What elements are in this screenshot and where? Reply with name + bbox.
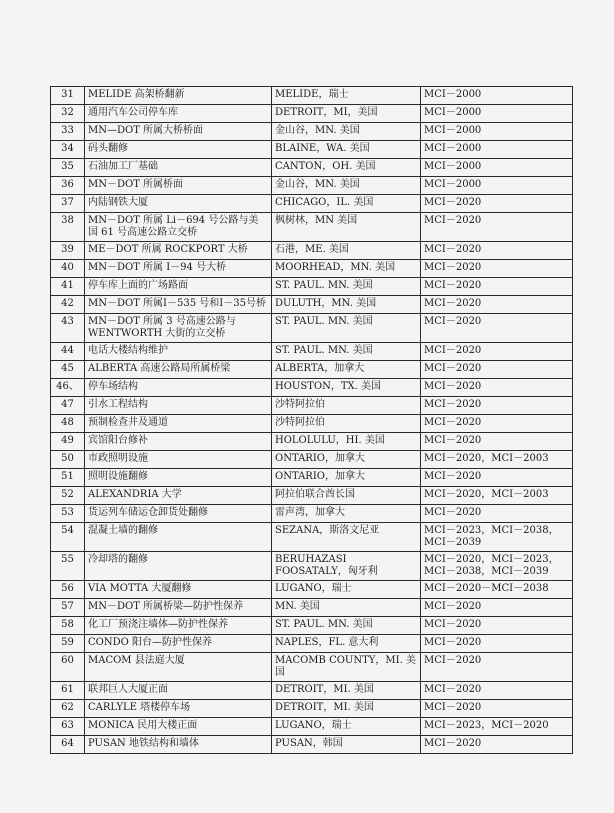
project-name: ALBERTA 高速公路局所属桥梁 <box>85 361 272 379</box>
row-number: 58 <box>51 617 85 635</box>
row-number: 51 <box>51 469 85 487</box>
table-row <box>51 159 573 177</box>
row-number: 57 <box>51 599 85 617</box>
row-number: 60 <box>51 653 85 682</box>
project-name: ALEXANDRIA 大学 <box>85 487 272 505</box>
product-list: MCI－2020 <box>421 379 573 397</box>
project-name: 货运列车储运仓卸货处翻修 <box>85 505 272 523</box>
table-row <box>51 635 573 653</box>
project-name: 联邦巨人大厦正面 <box>85 682 272 700</box>
table-row <box>51 343 573 361</box>
project-name: MN－DOT 所属桥梁—防护性保养 <box>85 599 272 617</box>
project-location: DETROIT，MI. 美国 <box>272 700 421 718</box>
project-name: CONDO 阳台—防护性保养 <box>85 635 272 653</box>
project-name: MN－DOT 所属 3 号高速公路与 WENTWORTH 大街的立交桥 <box>85 314 272 343</box>
project-location: 石港，ME. 美国 <box>272 242 421 260</box>
row-number: 48 <box>51 415 85 433</box>
product-list: MCI－2020 <box>421 195 573 213</box>
project-location: ONTARIO，加拿大 <box>272 451 421 469</box>
project-name: MONICA 民用大楼正面 <box>85 718 272 736</box>
table-row <box>51 278 573 296</box>
project-name: MACOM 县法庭大厦 <box>85 653 272 682</box>
product-list: MCI－2020 <box>421 314 573 343</box>
table-row <box>51 718 573 736</box>
row-number: 39 <box>51 242 85 260</box>
product-list: MCI－2020 <box>421 635 573 653</box>
row-number: 44 <box>51 343 85 361</box>
product-list: MCI－2020 <box>421 242 573 260</box>
table-row <box>51 581 573 599</box>
product-list: MCI－2020－MCI－2038 <box>421 581 573 599</box>
row-number: 49 <box>51 433 85 451</box>
project-location: NAPLES，FL. 意大利 <box>272 635 421 653</box>
project-name: 宾馆阳台修补 <box>85 433 272 451</box>
project-reference-table <box>50 86 573 754</box>
table-row <box>51 397 573 415</box>
product-list: MCI－2000 <box>421 87 573 105</box>
project-location: MELIDE，瑞士 <box>272 87 421 105</box>
project-name: MN－DOT 所属 I－94 号大桥 <box>85 260 272 278</box>
project-location: CANTON，OH. 美国 <box>272 159 421 177</box>
project-name: MN—DOT 所属大桥桥面 <box>85 123 272 141</box>
product-list: MCI－2020，MCI－2003 <box>421 451 573 469</box>
project-location: LUGANO，瑞士 <box>272 581 421 599</box>
project-name: MN－DOT 所属 Li－694 号公路与美国 61 号高速公路立交桥 <box>85 213 272 242</box>
table-row <box>51 105 573 123</box>
product-list: MCI－2020 <box>421 260 573 278</box>
table-row <box>51 213 573 242</box>
product-list: MCI－2020，MCI－2023，MCI－2038，MCI－2039 <box>421 552 573 581</box>
product-list: MCI－2020 <box>421 682 573 700</box>
project-location: DETROIT，MI，美国 <box>272 105 421 123</box>
table-row <box>51 87 573 105</box>
table-row <box>51 296 573 314</box>
table-row <box>51 260 573 278</box>
table-row <box>51 195 573 213</box>
project-location: ST. PAUL. MN. 美国 <box>272 617 421 635</box>
project-location: 阿拉伯联合酋长国 <box>272 487 421 505</box>
row-number: 34 <box>51 141 85 159</box>
row-number: 55 <box>51 552 85 581</box>
project-location: 金山谷，MN. 美国 <box>272 123 421 141</box>
project-name: MN－DOT 所属桥面 <box>85 177 272 195</box>
row-number: 53 <box>51 505 85 523</box>
product-list: MCI－2020 <box>421 700 573 718</box>
project-location: ST. PAUL. MN. 美国 <box>272 278 421 296</box>
row-number: 35 <box>51 159 85 177</box>
table-row <box>51 523 573 552</box>
project-location: 沙特阿拉伯 <box>272 415 421 433</box>
table-row <box>51 123 573 141</box>
project-name: 内陆钢铁大厦 <box>85 195 272 213</box>
table-row <box>51 177 573 195</box>
table-row <box>51 314 573 343</box>
row-number: 45 <box>51 361 85 379</box>
project-name: 市政照明设施 <box>85 451 272 469</box>
row-number: 37 <box>51 195 85 213</box>
project-location: LUGANO，瑞士 <box>272 718 421 736</box>
project-name: 电话大楼结构维护 <box>85 343 272 361</box>
row-number: 59 <box>51 635 85 653</box>
table-row <box>51 379 573 397</box>
row-number: 42 <box>51 296 85 314</box>
project-location: 枫树林，MN 美国 <box>272 213 421 242</box>
table-body <box>51 87 573 754</box>
project-name: 停车场结构 <box>85 379 272 397</box>
product-list: MCI－2020 <box>421 599 573 617</box>
project-location: ALBERTA，加拿大 <box>272 361 421 379</box>
project-location: HOLOLULU，HI. 美国 <box>272 433 421 451</box>
project-location: HOUSTON，TX. 美国 <box>272 379 421 397</box>
project-name: 预制检查井及通道 <box>85 415 272 433</box>
row-number: 61 <box>51 682 85 700</box>
project-name: VIA MOTTA 大厦翻修 <box>85 581 272 599</box>
project-location: 沙特阿拉伯 <box>272 397 421 415</box>
table-row <box>51 361 573 379</box>
row-number: 46、 <box>51 379 85 397</box>
row-number: 52 <box>51 487 85 505</box>
product-list: MCI－2020，MCI－2003 <box>421 487 573 505</box>
product-list: MCI－2020 <box>421 736 573 754</box>
table-row <box>51 451 573 469</box>
row-number: 50 <box>51 451 85 469</box>
product-list: MCI－2020 <box>421 617 573 635</box>
project-name: 化工厂预浇注墙体—防护性保养 <box>85 617 272 635</box>
product-list: MCI－2020 <box>421 278 573 296</box>
row-number: 56 <box>51 581 85 599</box>
table-row <box>51 487 573 505</box>
product-list: MCI－2020 <box>421 361 573 379</box>
table-row <box>51 415 573 433</box>
table-row <box>51 242 573 260</box>
project-name: PUSAN 地铁结构和墙体 <box>85 736 272 754</box>
table-row <box>51 682 573 700</box>
table-row <box>51 552 573 581</box>
project-location: DULUTH，MN. 美国 <box>272 296 421 314</box>
row-number: 54 <box>51 523 85 552</box>
project-location: ST. PAUL. MN. 美国 <box>272 343 421 361</box>
project-location: PUSAN，韩国 <box>272 736 421 754</box>
table-row <box>51 653 573 682</box>
project-location: ONTARIO，加拿大 <box>272 469 421 487</box>
product-list: MCI－2000 <box>421 141 573 159</box>
table-row <box>51 736 573 754</box>
row-number: 41 <box>51 278 85 296</box>
project-location: 金山谷，MN. 美国 <box>272 177 421 195</box>
row-number: 33 <box>51 123 85 141</box>
table-row <box>51 700 573 718</box>
product-list: MCI－2020 <box>421 653 573 682</box>
table-row <box>51 141 573 159</box>
table-row <box>51 599 573 617</box>
product-list: MCI－2000 <box>421 177 573 195</box>
product-list: MCI－2000 <box>421 159 573 177</box>
row-number: 64 <box>51 736 85 754</box>
project-name: 石油加工厂基础 <box>85 159 272 177</box>
product-list: MCI－2020 <box>421 469 573 487</box>
project-name: CARLYLE 塔楼停车场 <box>85 700 272 718</box>
product-list: MCI－2020 <box>421 343 573 361</box>
row-number: 31 <box>51 87 85 105</box>
table-row <box>51 469 573 487</box>
row-number: 36 <box>51 177 85 195</box>
project-location: MACOMB COUNTY，MI. 美国 <box>272 653 421 682</box>
row-number: 43 <box>51 314 85 343</box>
project-location: BERUHAZASI FOOSATALY，匈牙利 <box>272 552 421 581</box>
row-number: 40 <box>51 260 85 278</box>
row-number: 62 <box>51 700 85 718</box>
project-name: 冷却塔的翻修 <box>85 552 272 581</box>
project-location: 雷声湾，加拿大 <box>272 505 421 523</box>
project-name: ME－DOT 所属 ROCKPORT 大桥 <box>85 242 272 260</box>
product-list: MCI－2020 <box>421 296 573 314</box>
product-list: MCI－2020 <box>421 213 573 242</box>
project-name: 混凝土墙的翻修 <box>85 523 272 552</box>
project-name: 通用汽车公司停车库 <box>85 105 272 123</box>
row-number: 32 <box>51 105 85 123</box>
product-list: MCI－2020 <box>421 415 573 433</box>
product-list: MCI－2023，MCI－2038，MCI－2039 <box>421 523 573 552</box>
project-location: DETROIT，MI. 美国 <box>272 682 421 700</box>
project-name: MN－DOT 所属I－535 号和I－35号桥 <box>85 296 272 314</box>
project-name: MELIDE 高架桥翻新 <box>85 87 272 105</box>
project-name: 引水工程结构 <box>85 397 272 415</box>
project-name: 照明设施翻修 <box>85 469 272 487</box>
table-row <box>51 617 573 635</box>
table-row <box>51 433 573 451</box>
project-name: 码头翻修 <box>85 141 272 159</box>
project-location: BLAINE，WA. 美国 <box>272 141 421 159</box>
row-number: 38 <box>51 213 85 242</box>
product-list: MCI－2020 <box>421 433 573 451</box>
row-number: 63 <box>51 718 85 736</box>
table-row <box>51 505 573 523</box>
product-list: MCI－2020 <box>421 505 573 523</box>
product-list: MCI－2000 <box>421 105 573 123</box>
product-list: MCI－2020 <box>421 397 573 415</box>
project-location: CHICAGO，IL. 美国 <box>272 195 421 213</box>
project-location: MOORHEAD，MN. 美国 <box>272 260 421 278</box>
project-location: MN. 美国 <box>272 599 421 617</box>
product-list: MCI－2023，MCI－2020 <box>421 718 573 736</box>
project-location: ST. PAUL. MN. 美国 <box>272 314 421 343</box>
product-list: MCI－2000 <box>421 123 573 141</box>
row-number: 47 <box>51 397 85 415</box>
project-name: 停车库上面的广场路面 <box>85 278 272 296</box>
project-location: SEZANA，斯洛文尼亚 <box>272 523 421 552</box>
